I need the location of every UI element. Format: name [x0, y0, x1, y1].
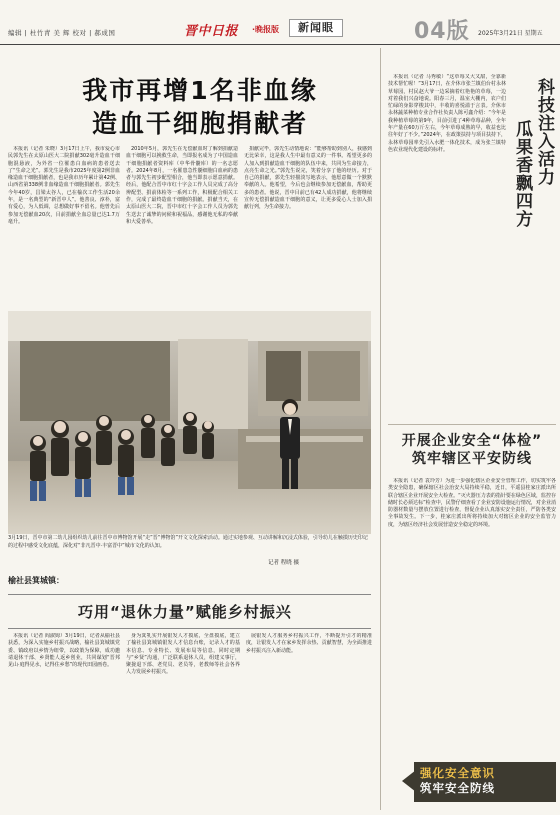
article2-rule-top: [8, 594, 371, 595]
side-article1-body: 本报讯（记者 马秀敏）“这草莓又大又甜，全靠新技术帮忙喔！”3月17日，在介休市张兰镇伯台村永林草莓园，村民赵大爷一边采摘着红艳艳的草莓，一边对着我们兴奋地说。阳春三月，温室大棚内，农户们忙碌的身影穿梭其中，丰收的喜悦溢于言表。介休市永林蔬菜种植专业合作社负责人陈可鑫介绍：“今年是我种植草莓的第9年，目前引进了4种草莓品种，全年年产量在60万斤左右，今年草莓成熟的早，收益也比往年好了不少。”2024年，在政策扶持与项目扶持下，永林草莓园率先引入水肥一体化技术，成为张兰镇特色农业现代化建设的标杆。: [388, 74, 506, 153]
banner-line2: 筑牢安全防线: [420, 781, 495, 795]
article1-col1: 本报讯（记者 朱晓）3月17日上午，我市爱心市民郭先生在太原山医大二院捐献302毫升造血干细胞混悬液，为外省一位罹患白血病的患者送去了“生命之光”。郭先生是我市2025年度第2例非血缘造血干细胞捐献者，也是我市历年累计第42例、山西省第338例非血缘造血干细胞捐献者。郭先生今年40岁，昌梁太谷人，已在榆次工作生活20余年，是一名典型的“新晋中人”。他善良、淳朴，富有爱心，为人低调，总想做好事不留名。他曾先后参加无偿献血20次，目前捐献全血总量已达1.7万毫升。: [8, 146, 120, 225]
header-rule: [0, 44, 560, 45]
section-title: 新闻眼: [289, 19, 343, 37]
column-divider: [380, 48, 381, 810]
article2-col3: 展银发人才服务乡村振兴工作，不断提升引才的精准度，让银发人才在家乡发挥余热、贡献智慧，为全面推进乡村振兴注入新动能。: [246, 633, 372, 654]
article2-rule-bottom: [8, 628, 371, 629]
editor-credits: 编辑 | 杜竹青 美 辉 校对 | 郝成国: [8, 29, 116, 37]
museum-visit-illustration: [8, 311, 371, 534]
museum-visit-photo: [8, 311, 371, 534]
article1-col2: 2010年5月，郭先生在无偿献血时了解到捐献造血干细胞可以挽救生命，当即报名成为了中国造血干细胞捐献者资料库（中华骨髓库）的一名志愿者。2024年8月，一名罹患急性髓细胞白血病的患者与郭先生初步配型相合，他当即表示愿意捐献。经后，他配合晋中市红十字会工作人员完成了高分辨配型、捐前体检等一系列工作，积极配合相关工作，完成了最终造血干细胞的捐献。捐献当天，在太原山医大二院，晋中市红十字会工作人员为郭先生送去了诚挚的问候和祝福品，感谢他无私的奉献和大爱善举。: [126, 146, 238, 225]
side-divider: [388, 424, 556, 425]
article3-body: 本报讯（记者 袁玲芳）为进一步强化辖区企业安全管理工作，切实筑牢各类安全隐患，确保辖区社会治安大局持续平稳，近日，平遥县桂家庄派出所联合辖区企业开展安全大检查。“灭火器压力表的指针要在绿色区域，监控存储时长必须达标”检查中，民警仔细查看了企业安防设施运行情况，对企业消防器材数量与摆放位置进行检查，督促企业认真落实安全责任，严防各类安全事故发生。下一步，桂家庄派出所将持续加大对辖区企业的安全监管力度，为辖区经济社会发展营造安全稳定的环境。: [388, 478, 556, 528]
issue-date: 2025年3月21日 星期五: [478, 30, 543, 37]
article3-headline: [388, 432, 556, 468]
article2-col1: 本报讯（记者 阎淑姆）3月19日，记者从榆社县获悉，为深入实施乡村振兴战略，榆社县箕城镇党委、镇政府以乡情为纽带，以政策为保障，成功邀请退休干部、乡贤能人返乡创业，共同谋划“晋邦见山·庭得见水，记得住乡愁”的现代田园画卷。: [8, 633, 120, 669]
newspaper-edition: ·晚报版: [252, 25, 280, 34]
side-headline-b: 瓜果香飘四方: [512, 120, 532, 228]
article1-headline-line1: 我市再增1名非血缘: [82, 76, 318, 105]
newspaper-logo: 晋中日报: [184, 24, 239, 39]
article1-headline: [40, 74, 360, 140]
side-headline-a: 科技注入活力: [534, 78, 554, 186]
photo-caption: 3月19日，晋中市第二幼儿园组织幼儿前往晋中市博物馆开展“走”晋“博物馆”开文文化探索活动。通过实地参观、互动讲解和沉浸式体验，引导幼儿在触摸历史印记的过程中感受文化底蕴，深化对“非凡晋中·丰富晋中”城市文化的认知。: [8, 535, 368, 549]
safety-banner-text: [420, 766, 495, 796]
article3-headline-line1: 开展企业安全“体检”: [401, 433, 543, 449]
page-number: 04版: [414, 19, 470, 44]
article3-headline-line2: 筑牢辖区平安防线: [412, 451, 532, 467]
article2-headline: 巧用“退休力量”赋能乡村振兴: [78, 603, 292, 621]
photo-credit: 记者 程晓 摄: [268, 560, 299, 566]
article2-col2: 身为箕乳实开展银发人才摸底，全盘摸底，建立了榆社县箕城镇银发人才信息台账，记录人才的基本信息、专业特长、发展布局等信息，同时定期与“乡贤”沟通，广泛联系退休人员，组建义事厅，聚拢退下部、老党员、老员等，老教师等社会各界人力发展乡村振兴。: [126, 633, 240, 676]
article1-headline-line2: 造血干细胞捐献者: [91, 109, 308, 138]
article1-col3: 捐献完毕，郭先生动情地说：“能够帮助到别人，我感到无比荣幸，这是我人生中最有意义的一件事。希望更多的人加入到捐献造血干细胞的队伍中来，共同为生命接力，点亮生命之光。”郭先生说完，笑着分享了他的经历。对于自己的捐献，郭先生轻描淡写地表示，他愿意做一个默默奉献的人。他希望，今后也会继续参加无偿献血，帮助更多的患者。他说，晋中目前已有42人成功捐献，他将继续宣传无偿捐献造血干细胞的意义，让更多爱心人士加入捐献行列，为生命接力。: [244, 146, 372, 211]
banner-line1: 强化安全意识: [420, 766, 495, 780]
article2-kicker: 榆社县箕城镇：: [8, 576, 64, 585]
